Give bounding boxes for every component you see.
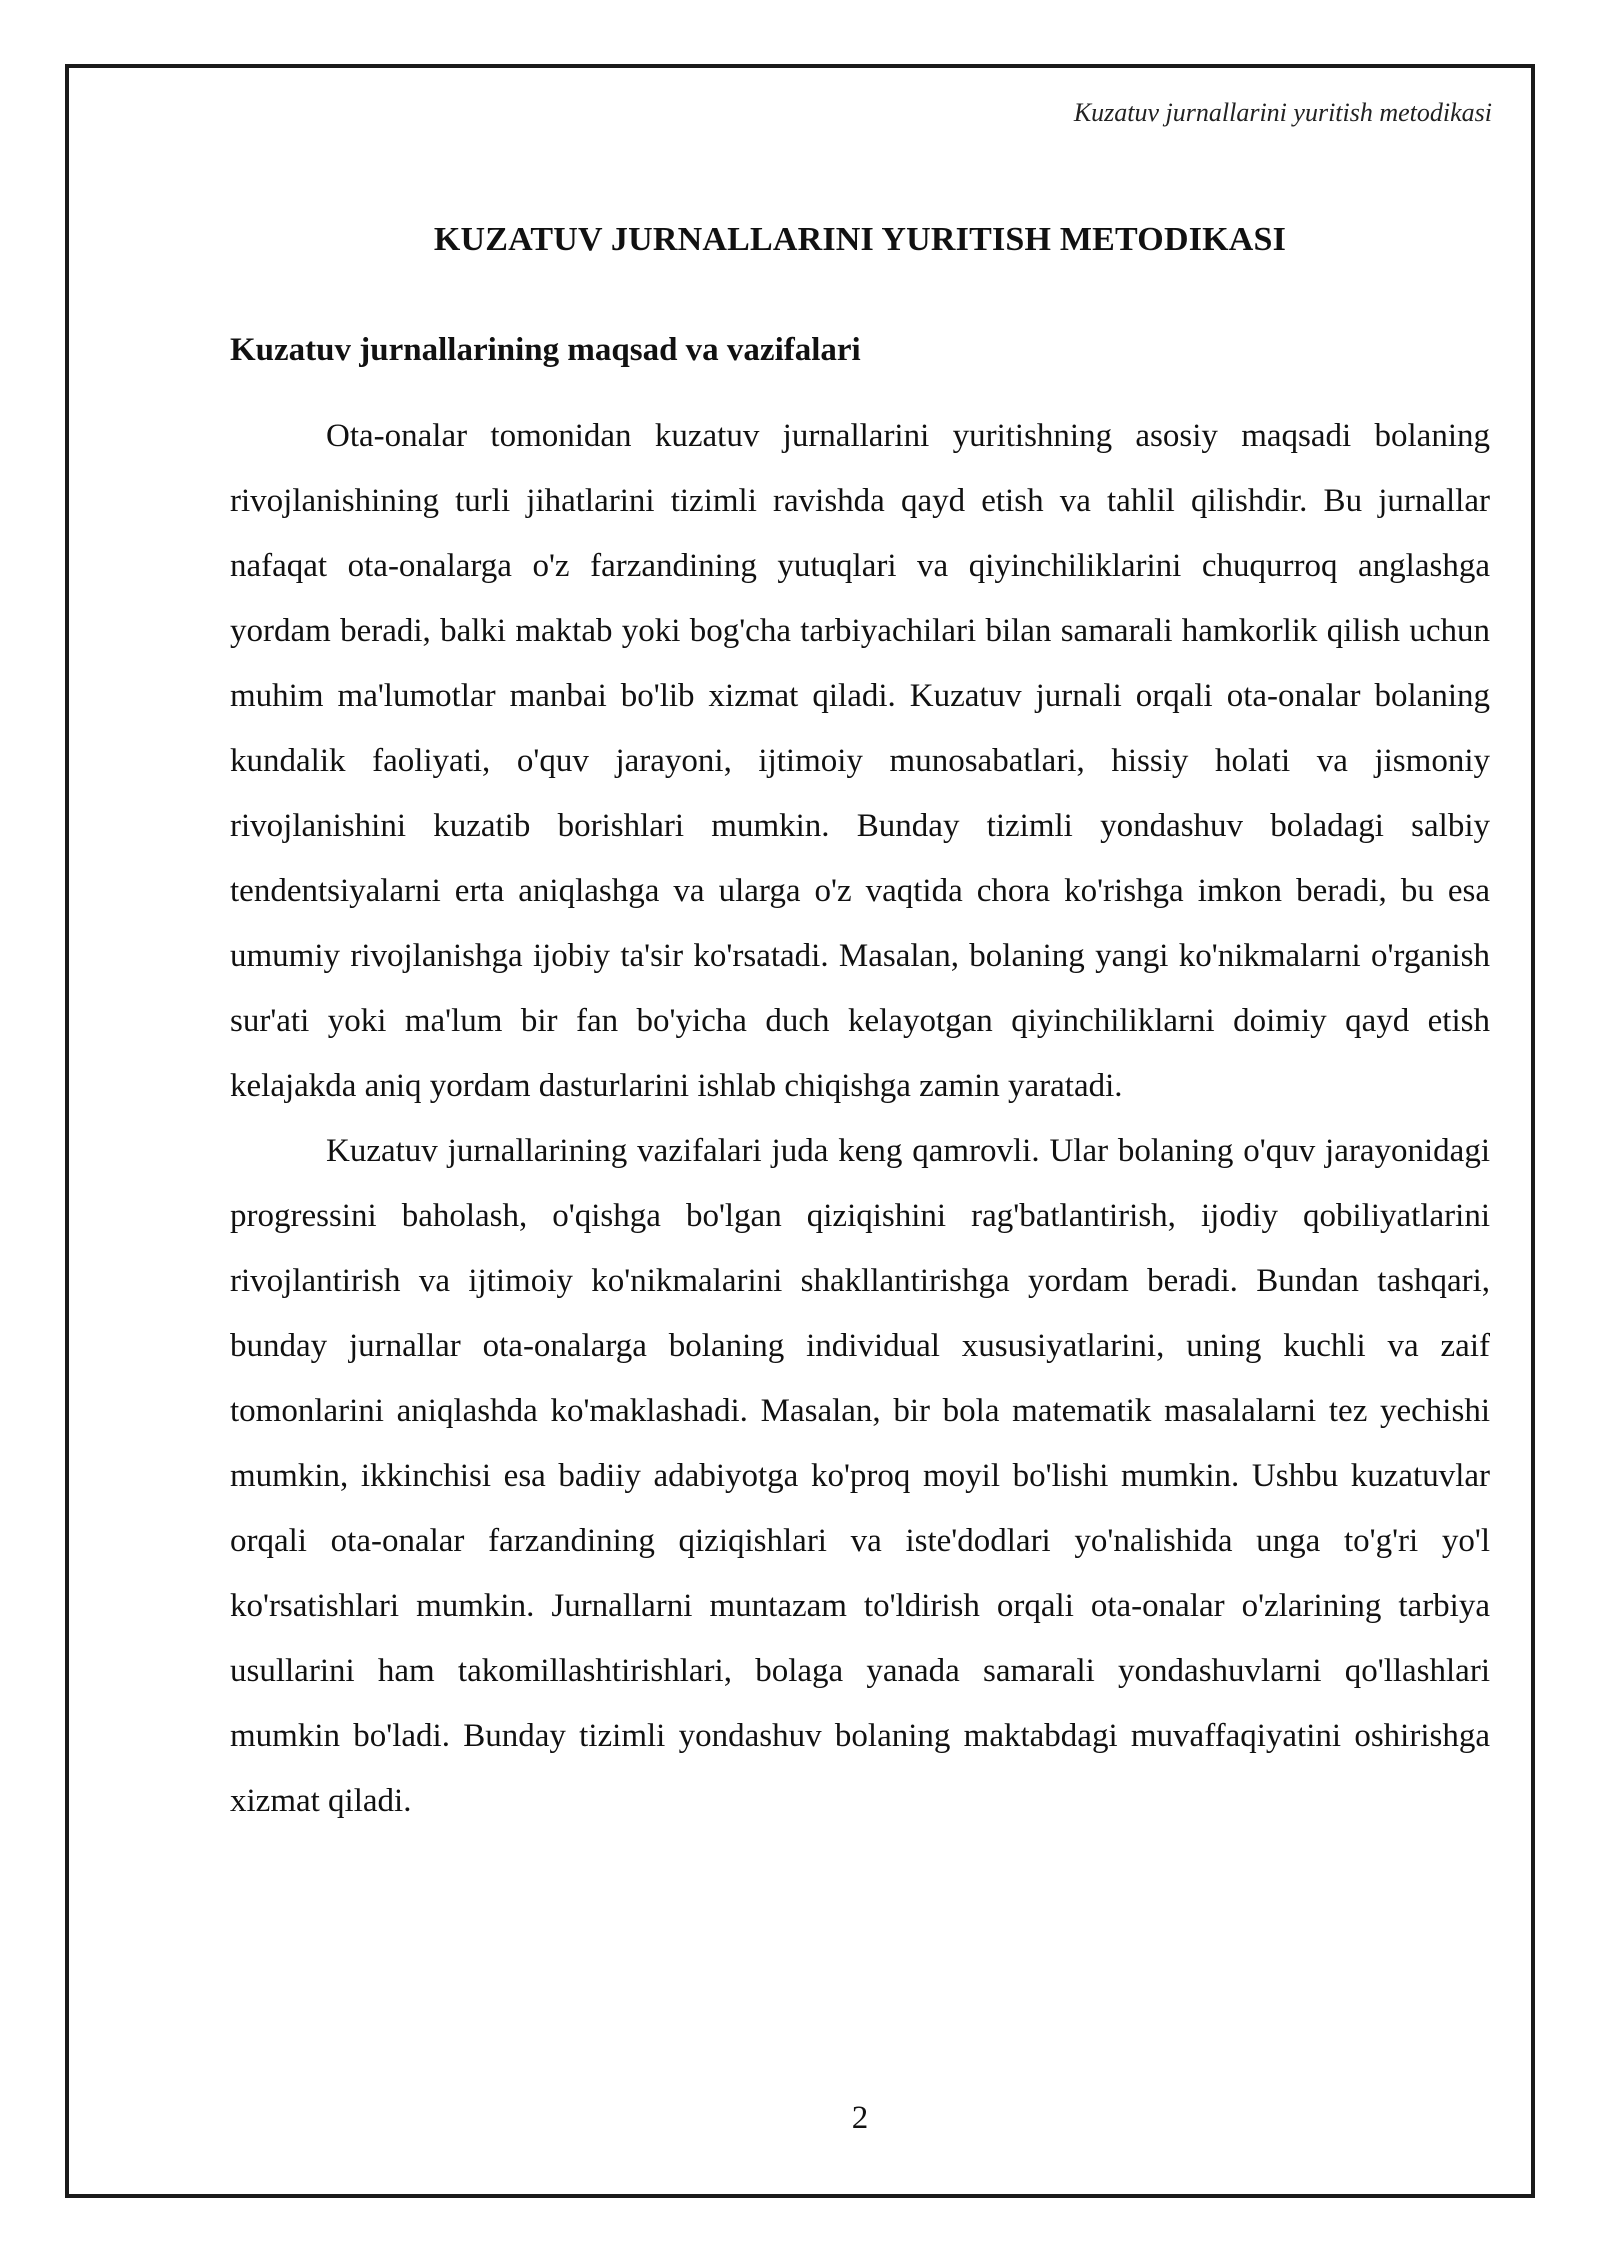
body-text [230, 404, 1490, 1834]
paragraph-2: Kuzatuv jurnallarining vazifalari juda keng qamrovli. Ular bolaning o'quv jarayonidagi progressini baholash, o'qishga bo'lgan qiziqishini rag'batlantirish, ijodiy qobiliyatlarini rivojlantirish va ijtimoiy ko'nikmalarini shakllantirishga yordam beradi. Bundan tashqari, bunday jurnallar ota-onalarga bolaning individual xususiyatlarini, uning kuchli va zaif tomonlarini aniqlashda ko'maklashadi. Masalan, bir bola matematik masalalarni tez yechishi mumkin, ikkinchisi esa badiiy adabiyotga ko'proq moyil bo'lishi mumkin. Ushbu kuzatuvlar orqali ota-onalar farzandining qiziqishlari va iste'dodlari yo'nalishida unga to'g'ri yo'l ko'rsatishlari mumkin. Jurnallarni muntazam to'ldirish orqali ota-onalar o'zlarining tarbiya usullarini ham takomillashtirishlari, bolaga yanada samarali yondashuvlarni qo'llashlari mumkin bo'ladi. Bunday tizimli yondashuv bolaning maktabdagi muvaffaqiyatini oshirishga xizmat qiladi. [230, 1133, 1490, 1819]
document-title: KUZATUV JURNALLARINI YURITISH METODIKASI [433, 221, 1287, 258]
running-header: Kuzatuv jurnallarini yuritish metodikasi [1073, 98, 1492, 127]
paragraph-1: Ota-onalar tomonidan kuzatuv jurnallarini yuritishning asosiy maqsadi bolaning rivojlanishining turli jihatlarini tizimli ravishda qayd etish va tahlil qilishdir. Bu jurnallar nafaqat ota-onalarga o'z farzandining yutuqlari va qiyinchiliklarini chuqurroq anglashga yordam beradi, balki maktab yoki bog'cha tarbiyachilari bilan samarali hamkorlik qilish uchun muhim ma'lumotlar manbai bo'lib xizmat qiladi. Kuzatuv jurnali orqali ota-onalar bolaning kundalik faoliyati, o'quv jarayoni, ijtimoiy munosabatlari, hissiy holati va jismoniy rivojlanishini kuzatib borishlari mumkin. Bunday tizimli yondashuv boladagi salbiy tendentsiyalarni erta aniqlashga va ularga o'z vaqtida chora ko'rishga imkon beradi, bu esa umumiy rivojlanishga ijobiy ta'sir ko'rsatadi. Masalan, bolaning yangi ko'nikmalarni o'rganish sur'ati yoki ma'lum bir fan bo'yicha duch kelayotgan qiyinchiliklarni doimiy qayd etish kelajakda aniq yordam dasturlarini ishlab chiqishga zamin yaratadi. [230, 418, 1490, 1104]
page-number: 2 [851, 2100, 869, 2136]
section-heading: Kuzatuv jurnallarining maqsad va vazifalari [230, 332, 861, 368]
